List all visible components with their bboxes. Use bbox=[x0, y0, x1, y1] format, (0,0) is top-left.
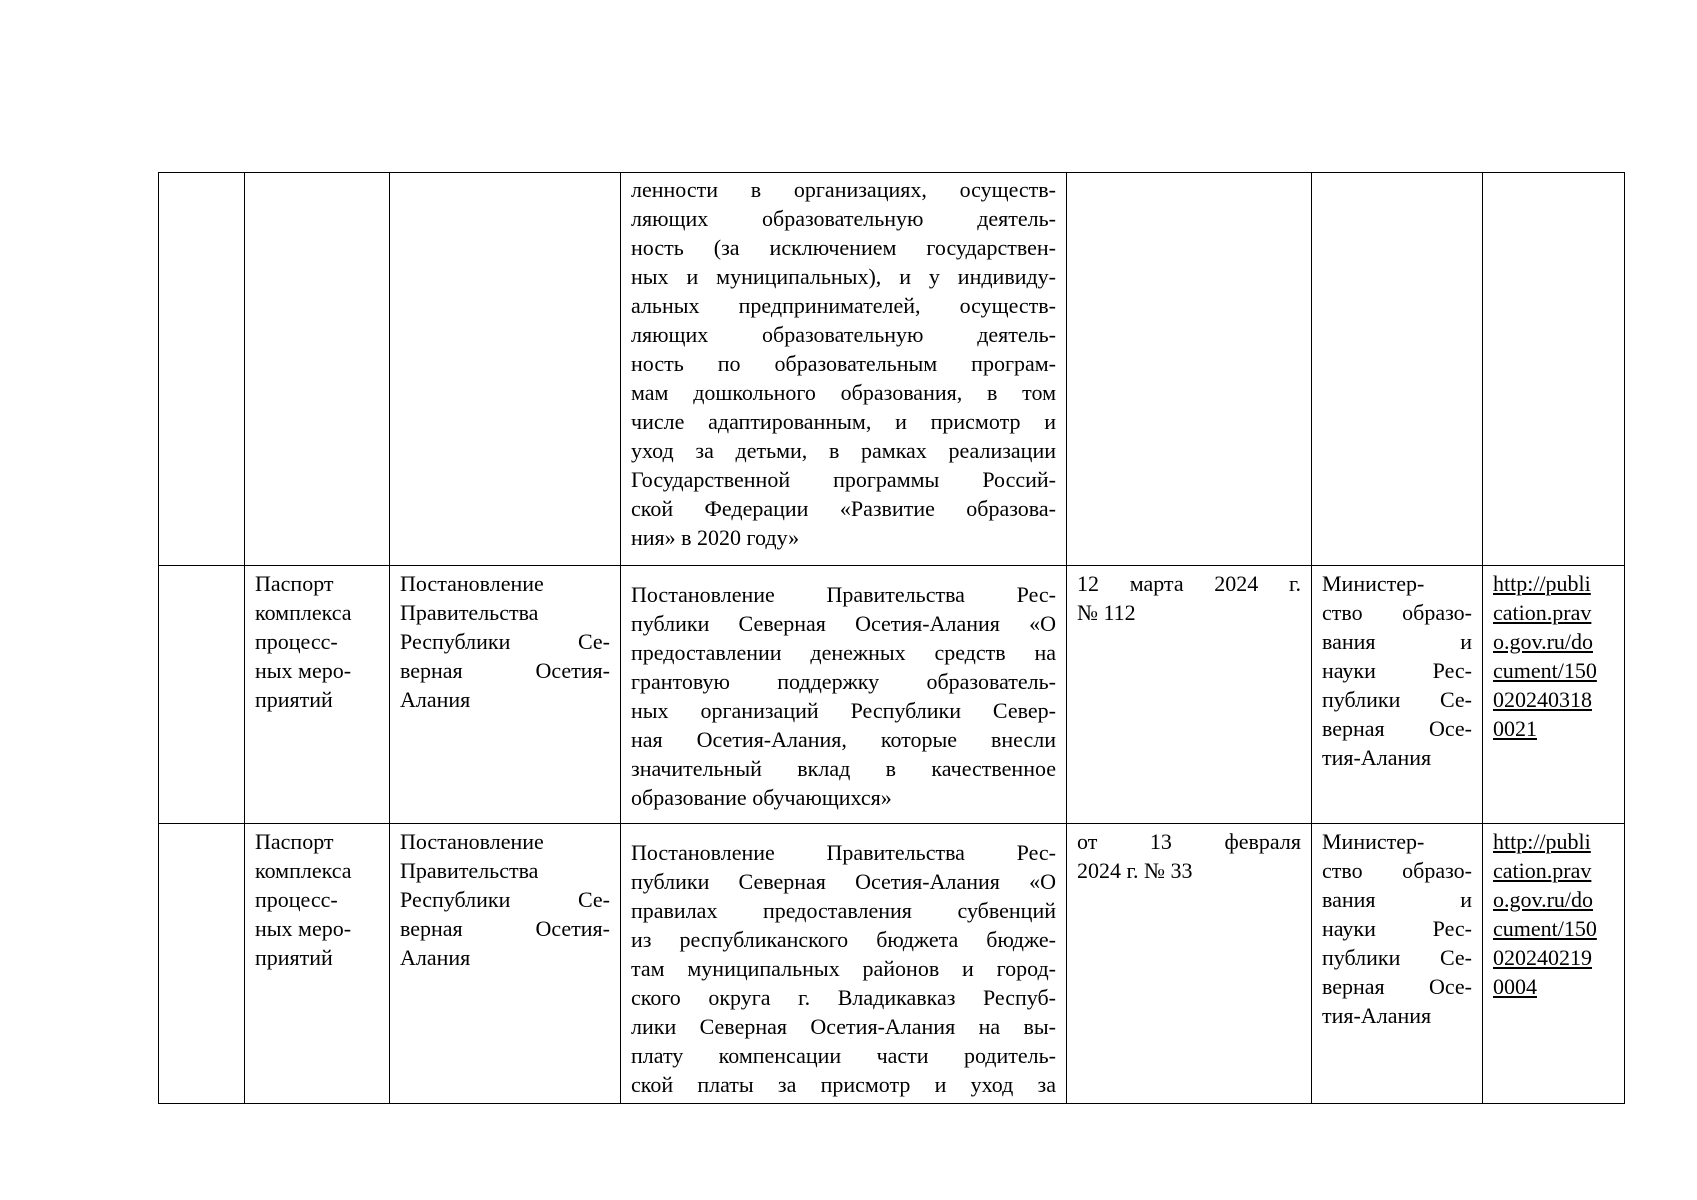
cell-number bbox=[159, 173, 245, 566]
description-line: мам дошкольного образования, в том bbox=[631, 380, 1056, 405]
description-line: ная Осетия-Алания, которые внесли bbox=[631, 727, 1056, 752]
agency-line: науки Рес- bbox=[1322, 658, 1472, 683]
document-type-line: Паспорт bbox=[255, 571, 334, 596]
agency-line: ство образо- bbox=[1322, 600, 1472, 625]
document-type-line: процесс- bbox=[255, 887, 338, 912]
document-type-line: приятий bbox=[255, 687, 333, 712]
agency-line: верная Осе- bbox=[1322, 716, 1472, 741]
cell-link[interactable] bbox=[1483, 566, 1625, 824]
act-type-line: Алания bbox=[400, 945, 471, 970]
publication-link[interactable]: 0004 bbox=[1493, 974, 1537, 999]
agency-line: науки Рес- bbox=[1322, 916, 1472, 941]
cell-number bbox=[159, 566, 245, 824]
publication-link[interactable]: http://publi bbox=[1493, 829, 1591, 854]
description-line: числе адаптированным, и присмотр и bbox=[631, 409, 1056, 434]
description-line: лики Северная Осетия-Алания на вы- bbox=[631, 1014, 1056, 1039]
act-type-line: Республики Се- bbox=[400, 629, 610, 654]
document-type-line: комплекса bbox=[255, 600, 352, 625]
cell-date-number bbox=[1067, 173, 1312, 566]
cell-agency bbox=[1312, 173, 1483, 566]
description-line: Постановление Правительства Рес- bbox=[631, 840, 1056, 865]
description-line: ского округа г. Владикавказ Респуб- bbox=[631, 985, 1056, 1010]
agency-line: публики Се- bbox=[1322, 687, 1472, 712]
act-type-line: Правительства bbox=[400, 600, 539, 625]
description-line: предоставлении денежных средств на bbox=[631, 640, 1056, 665]
publication-link[interactable]: 020240219 bbox=[1493, 945, 1592, 970]
cell-document-type bbox=[245, 173, 390, 566]
act-type-line: верная Осетия- bbox=[400, 916, 610, 941]
description-line: уход за детьми, в рамках реализации bbox=[631, 438, 1056, 463]
date-line: от 13 февраля bbox=[1077, 829, 1301, 854]
description-line: публики Северная Осетия-Алания «О bbox=[631, 611, 1056, 636]
cell-agency bbox=[1312, 824, 1483, 1104]
description-line: из республиканского бюджета бюдже- bbox=[631, 927, 1056, 952]
publication-link[interactable]: cation.prav bbox=[1493, 600, 1592, 625]
description-line: плату компенсации части родитель- bbox=[631, 1043, 1056, 1068]
description-line: Государственной программы Россий- bbox=[631, 467, 1056, 492]
agency-line: ство образо- bbox=[1322, 858, 1472, 883]
description-line: значительный вклад в качественное bbox=[631, 756, 1056, 781]
description-line: ской платы за присмотр и уход за bbox=[631, 1072, 1056, 1097]
cell-date-number bbox=[1067, 824, 1312, 1104]
cell-act-type bbox=[390, 824, 621, 1104]
document-type-line: приятий bbox=[255, 945, 333, 970]
document-type-line: ных меро- bbox=[255, 916, 352, 941]
agency-line: вания и bbox=[1322, 629, 1472, 654]
agency-line: вания и bbox=[1322, 887, 1472, 912]
publication-link[interactable]: 020240318 bbox=[1493, 687, 1592, 712]
description-line: правилах предоставления субвенций bbox=[631, 898, 1056, 923]
act-type-line: Алания bbox=[400, 687, 471, 712]
publication-link[interactable]: o.gov.ru/do bbox=[1493, 629, 1594, 654]
agency-line: Министер- bbox=[1322, 571, 1425, 596]
description-line: Постановление Правительства Рес- bbox=[631, 582, 1056, 607]
publication-link[interactable]: cument/150 bbox=[1493, 658, 1597, 683]
cell-date-number bbox=[1067, 566, 1312, 824]
agency-line: тия-Алания bbox=[1322, 745, 1432, 770]
number-line: 2024 г. № 33 bbox=[1077, 858, 1193, 883]
agency-line: тия-Алания bbox=[1322, 1003, 1432, 1028]
agency-line: Министер- bbox=[1322, 829, 1425, 854]
table-row bbox=[159, 173, 1625, 566]
document-table bbox=[158, 172, 1625, 1104]
description-line: ных организаций Республики Север- bbox=[631, 698, 1056, 723]
act-type-line: Постановление bbox=[400, 829, 544, 854]
description-line: ской Федерации «Развитие образова- bbox=[631, 496, 1056, 521]
date-line: 12 марта 2024 г. bbox=[1077, 571, 1301, 596]
description-line: ность по образовательным програм- bbox=[631, 351, 1056, 376]
description-line: альных предпринимателей, осуществ- bbox=[631, 293, 1056, 318]
description-line: там муниципальных районов и город- bbox=[631, 956, 1056, 981]
act-type-line: Постановление bbox=[400, 571, 544, 596]
cell-act-type bbox=[390, 173, 621, 566]
table-row bbox=[159, 824, 1625, 1104]
document-type-line: ных меро- bbox=[255, 658, 352, 683]
cell-link bbox=[1483, 173, 1625, 566]
description-line: грантовую поддержку образователь- bbox=[631, 669, 1056, 694]
cell-description bbox=[621, 173, 1067, 566]
number-line: № 112 bbox=[1077, 600, 1136, 625]
description-line: ных и муниципальных), и у индивиду- bbox=[631, 264, 1056, 289]
description-line: ляющих образовательную деятель- bbox=[631, 322, 1056, 347]
act-type-line: верная Осетия- bbox=[400, 658, 610, 683]
table-row bbox=[159, 566, 1625, 824]
publication-link[interactable]: 0021 bbox=[1493, 716, 1537, 741]
cell-agency bbox=[1312, 566, 1483, 824]
cell-act-type bbox=[390, 566, 621, 824]
cell-document-type bbox=[245, 566, 390, 824]
publication-link[interactable]: cument/150 bbox=[1493, 916, 1597, 941]
description-line: ния» в 2020 году» bbox=[631, 525, 800, 550]
document-type-line: комплекса bbox=[255, 858, 352, 883]
description-line: образование обучающихся» bbox=[631, 785, 892, 810]
publication-link[interactable]: o.gov.ru/do bbox=[1493, 887, 1594, 912]
description-line: ляющих образовательную деятель- bbox=[631, 206, 1056, 231]
document-type-line: Паспорт bbox=[255, 829, 334, 854]
cell-document-type bbox=[245, 824, 390, 1104]
act-type-line: Правительства bbox=[400, 858, 539, 883]
act-type-line: Республики Се- bbox=[400, 887, 610, 912]
description-line: ность (за исключением государствен- bbox=[631, 235, 1056, 260]
publication-link[interactable]: http://publi bbox=[1493, 571, 1591, 596]
description-line: публики Северная Осетия-Алания «О bbox=[631, 869, 1056, 894]
cell-description bbox=[621, 824, 1067, 1104]
publication-link[interactable]: cation.prav bbox=[1493, 858, 1592, 883]
document-type-line: процесс- bbox=[255, 629, 338, 654]
cell-number bbox=[159, 824, 245, 1104]
cell-link[interactable] bbox=[1483, 824, 1625, 1104]
agency-line: публики Се- bbox=[1322, 945, 1472, 970]
cell-description bbox=[621, 566, 1067, 824]
agency-line: верная Осе- bbox=[1322, 974, 1472, 999]
description-line: ленности в организациях, осуществ- bbox=[631, 177, 1056, 202]
